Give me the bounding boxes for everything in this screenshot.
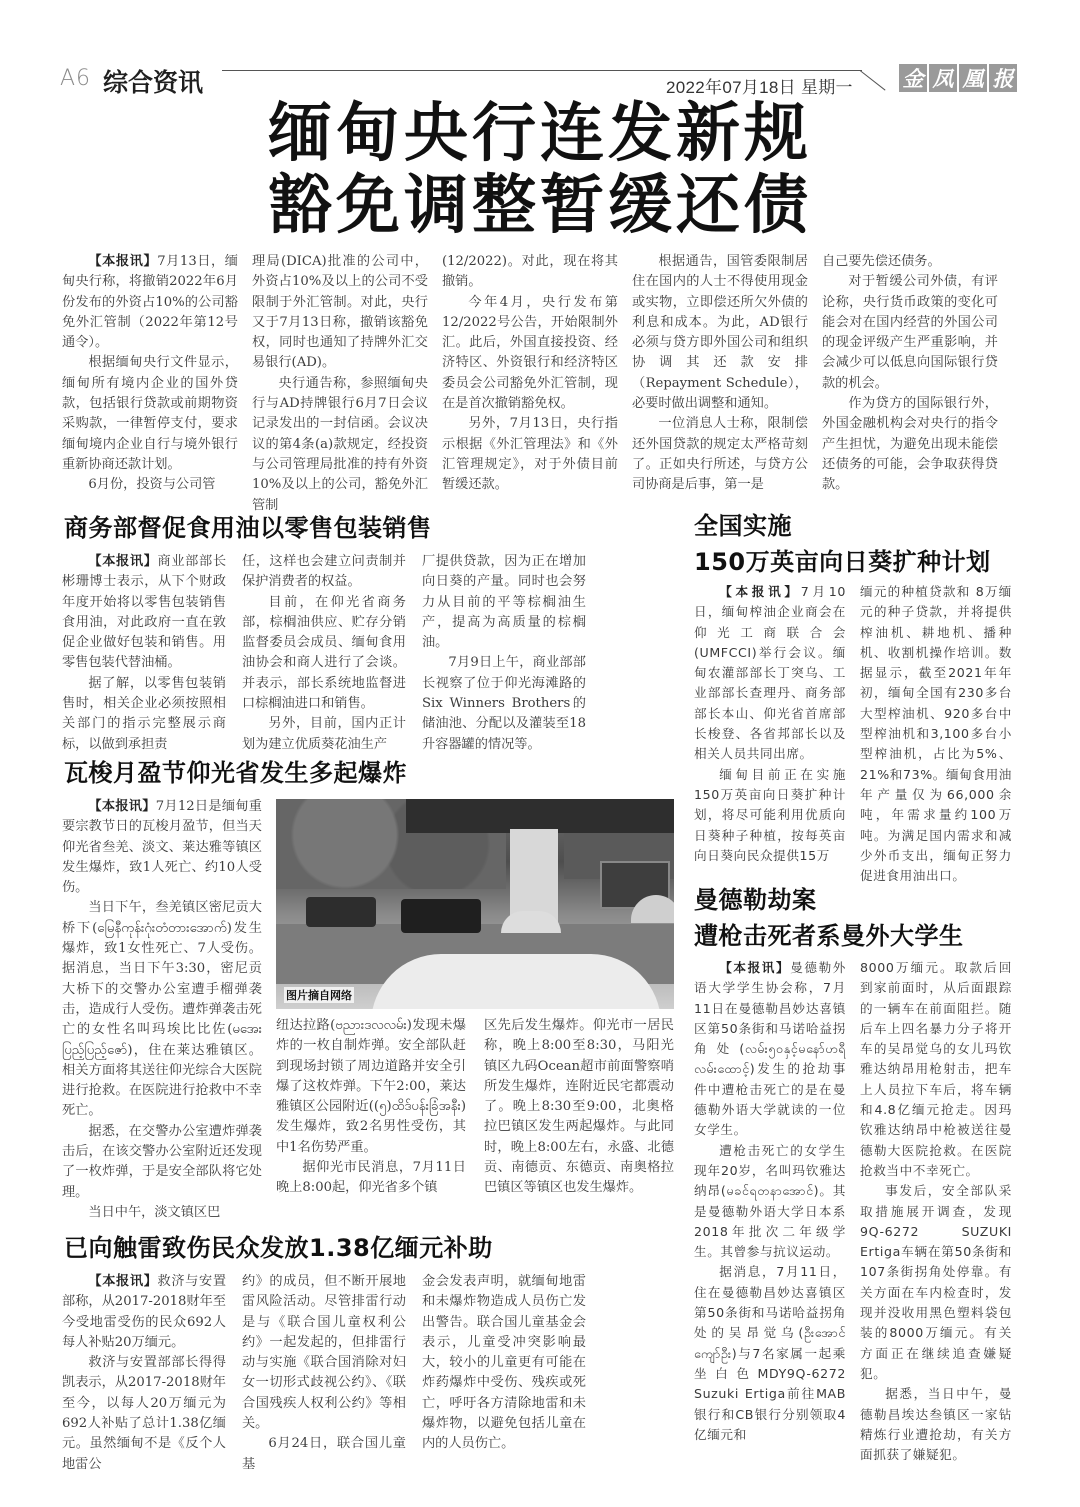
logo-char: 报 bbox=[989, 64, 1017, 92]
article3-headline-line2: 150万英亩向日葵扩种计划 bbox=[694, 548, 991, 576]
article5-headline-line1: 曼德勒劫案 bbox=[694, 886, 817, 914]
paragraph: 商业部部长彬珊博士表示，从下个财政年度开始将以零售包装销售食用油，对此政府一直在敦促企业做好包装和销售。用零售包装代替油桶。 bbox=[62, 554, 227, 671]
main-headline-line1: 缅甸央行连发新规 bbox=[268, 97, 812, 171]
article5-col2 bbox=[860, 958, 1012, 1465]
paragraph: (12/2022)。对此，现在将其撤销。 bbox=[442, 254, 618, 290]
paragraph: 央行通告称，参照缅甸央行与AD持牌银行6月7日会议记录发出的一封信函。会议决议的第4条(a)款规定，经投资与公司管理局批准的持有外资10%及以上的公司，豁免外汇管制 bbox=[252, 375, 428, 513]
article2-col2 bbox=[242, 552, 406, 755]
article2-col3 bbox=[422, 552, 586, 755]
article2-headline: 商务部督促食用油以零售包装销售 bbox=[64, 514, 432, 542]
article4-col1 bbox=[62, 797, 262, 1223]
article3-col1 bbox=[694, 582, 846, 886]
article6-body bbox=[62, 1272, 586, 1475]
paragraph: 另外，目前，国内正计划为建立优质葵花油生产 bbox=[242, 716, 406, 752]
photo-police-jeep bbox=[306, 897, 376, 927]
photo-white-car bbox=[371, 954, 661, 1009]
header-rule-slant bbox=[860, 70, 886, 90]
paragraph: 据悉，当日中午，曼德勒昌埃达叁镇区一家钻精炼行业遭抢劫，有关方面抓获了嫌疑犯。 bbox=[860, 1386, 1012, 1463]
paragraph: 作为贷方的国际银行外，外国金融机构会对央行的指令产生担忧，为避免出现未能偿还债务的可能，会争取获得贷款。 bbox=[822, 396, 998, 493]
article4-body-lower bbox=[276, 1016, 674, 1199]
photo-pickup-truck bbox=[401, 899, 481, 933]
article1-body bbox=[62, 252, 998, 516]
article1-col4 bbox=[632, 252, 808, 516]
paragraph: 据悉，在交警办公室遭炸弹袭击后，在该交警办公室附近还发现了一枚炸弹，于是安全部队将它处理。 bbox=[62, 1123, 262, 1200]
paragraph: 当日下午，叁羌镇区密尼贡大桥下(မြေနီကုန်းဂုံးတံတားအောက်)发生爆炸，致1女性死亡、7人受伤。据消息，当日下午3:30，密尼贡大桥下的交警办公室遭手榴弹袭击，造成行人受伤。遭炸弹袭击死亡的女性名叫玛埃比比佐(မအေးပြည့်ပြည့်ဇော်)，住在莱达雅镇区。相关方面将其送往仰光综合大医院进行抢救。在医院进行抢救中不幸死亡。 bbox=[62, 900, 262, 1119]
newspaper-logo bbox=[899, 64, 1017, 92]
paragraph: 纽达拉路(ဗညားဒလလမ်း)发现未爆炸的一枚自制炸弹。安全部队赶到现场封锁了周边道路并安全引爆了这枚炸弹。下午2:00，莱达雅镇区公园附近((၅)ထိဒ်ပန်းခြံအနီး)发生爆炸，致2名男性受伤，其中1名伤势严重。 bbox=[276, 1018, 466, 1155]
article1-col1 bbox=[62, 252, 238, 516]
news-tag: 【本报讯】 bbox=[88, 554, 158, 569]
paragraph: 理局(DICA)批准的公司中，外资占10%及以上的公司不受限制于外汇管制。对此，央行又于7月13日称，撤销该豁免权，同时也通知了持牌外汇交易银行(AD)。 bbox=[252, 254, 428, 371]
page-number: A6 bbox=[60, 66, 92, 91]
header-rule bbox=[222, 70, 862, 71]
article3-body bbox=[694, 582, 1012, 886]
paragraph: 据仰光市民消息，7月11日晚上8:00起，仰光省多个镇 bbox=[276, 1160, 466, 1196]
news-tag: 【本报讯】 bbox=[88, 799, 156, 814]
issue-date: 2022年07月18日 星期一 bbox=[666, 78, 853, 97]
paragraph: 曼德勒外语大学学生协会称，7月11日在曼德勒昌妙达喜镇区第50条街和马诺哈益拐角处(လမ်း၅၀နှင့်မနော်ဟရီလမ်းထောင့်)发生的抢劫事件中遭枪击死亡的是在曼德勒外语大学就读的一位女学生。 bbox=[694, 960, 847, 1138]
article6-col1 bbox=[62, 1272, 226, 1475]
news-tag: 【本报讯】 bbox=[88, 1274, 158, 1289]
main-headline bbox=[0, 98, 1080, 242]
paragraph: 据消息，7月11日，住在曼德勒昌妙达喜镇区第50条街和马诺哈益拐角处的吴昂觉乌(ဦးအောင်ကျော်ဦး)与7名家属一起乘坐白色MDY9Q-6272 Suzuki Ertiga前往MAB银行和CB银行分别领取4亿缅元和 bbox=[694, 1264, 846, 1442]
article4-col2 bbox=[276, 1016, 466, 1199]
paragraph: 遭枪击死亡的女学生现年20岁，名叫玛钦雅达纳昂(မခင်ရတနာအောင်)。其是曼德勒外语大学日本系2018年批次二年级学生。其曾参与抗议运动。 bbox=[694, 1142, 846, 1260]
paragraph: 据了解，以零售包装销售时，相关企业必须按照相关部门的指示完整展示商标，以做到承担责 bbox=[62, 675, 226, 752]
section-title: 综合资讯 bbox=[103, 68, 204, 97]
article5-headline bbox=[694, 882, 964, 954]
article6-headline: 已向触雷致伤民众发放1.38亿缅元补助 bbox=[64, 1234, 493, 1262]
news-tag: 【本报讯】 bbox=[719, 960, 791, 975]
article6-col3 bbox=[422, 1272, 586, 1475]
paragraph: 根据通告，国管委限制居住在国内的人士不得使用现金或实物，立即偿还所欠外债的利息和成本。为此，AD银行必须与贷方即外国公司和组织协调其还款安排（Repayment Schedule），必要时做出调整和通知。 bbox=[632, 254, 808, 412]
paragraph: 救济与安置部称，从2017-2018财年至今受地雷受伤的民众692人每人补贴20万缅元。 bbox=[62, 1274, 227, 1350]
article1-col2 bbox=[252, 252, 428, 516]
paragraph: 6月24日，联合国儿童基 bbox=[242, 1436, 406, 1472]
logo-char: 凤 bbox=[929, 64, 957, 92]
paragraph: 一位消息人士称，限制偿还外国贷款的规定太严格苛刻了。正如央行所述，与贷方公司协商是后事，第一是 bbox=[632, 416, 808, 493]
paragraph: 另外，7月13日，央行指示根据《外汇管理法》和《外汇管理规定》，对于外债目前暂缓还款。 bbox=[442, 416, 618, 493]
paragraph: 事发后，安全部队采取措施展开调查，发现9Q-6272 SUZUKI Ertiga车辆在第50条街和107条街拐角处停靠。有关方面在车内检查时，发现并没收用黑色塑料袋包装的8000万缅元。有关方面正在继续追查嫌疑犯。 bbox=[860, 1183, 1012, 1381]
news-photo-explosion-scene bbox=[276, 799, 674, 1009]
paragraph: 7月13日，缅甸央行称，将撤销2022年6月份发布的外资占10%的公司豁免外汇管制（2022年第12号通令）。 bbox=[62, 254, 238, 351]
paragraph: 约》的成员，但不断开展地雷风险活动。尽管排雷行动是与《联合国儿童权利公约》一起发起的，但排雷行动与实施《联合国消除对妇女一切形式歧视公约》、《联合国残疾人权利公约》等相关。 bbox=[242, 1274, 406, 1432]
paragraph: 7月9日上午，商业部部长视察了位于仰光海滩路的Six Winners Brothers的储油池、分配以及灌装至18升容器罐的情况等。 bbox=[422, 655, 586, 752]
paragraph: 7月10日，缅甸榨油企业商会在仰光工商联合会(UMFCCI)举行会议。缅甸农灌部部长丁突乌、工业部部长查理丹、商务部部长本山、仰光省首席部长梭登、各省邦部长以及相关人员共同出席。 bbox=[694, 584, 846, 762]
paragraph: 根据缅甸央行文件显示，缅甸所有境内企业的国外贷款，包括银行贷款或前期物资采购款，一律暂停支付，要求缅甸境内企业自行与境外银行重新协商还款计划。 bbox=[62, 355, 238, 472]
paragraph: 8000万缅元。取款后回到家前面时，从后面跟踪的一辆车在前面阻拦。随后车上四名暴力分子将开车的吴昂觉乌的女儿玛钦雅达纳昂用枪射击，把车上人员拉下车后，将车辆和4.8亿缅元抢走。因玛钦雅达纳昂中枪被送往曼德勒大医院抢救。在医院抢救当中不幸死亡。 bbox=[860, 960, 1012, 1178]
article2-col1 bbox=[62, 552, 226, 755]
paragraph: 7月12日是缅甸重要宗教节日的瓦梭月盈节，但当天仰光省叁羌、淡文、莱达雅等镇区发生爆炸，致1人死亡、约10人受伤。 bbox=[62, 799, 262, 896]
article3-headline bbox=[694, 508, 991, 580]
news-tag: 【本报讯】 bbox=[88, 254, 158, 269]
article1-col5 bbox=[822, 252, 998, 516]
photo-caption: 图片摘自网络 bbox=[286, 989, 352, 1002]
paragraph: 今年4月，央行发布第12/2022号公告，开始限制外汇。此后，外国直接投资、经济特区、外资银行和经济特区委员会公司豁免外汇管制，现在是首次撤销豁免权。 bbox=[442, 294, 618, 412]
article3-col2 bbox=[860, 582, 1012, 886]
article5-headline-line2: 遭枪击死者系曼外大学生 bbox=[694, 922, 964, 950]
article1-col3 bbox=[442, 252, 618, 516]
logo-char: 凰 bbox=[959, 64, 987, 92]
paragraph: 任，这样也会建立问责制并保护消费者的权益。 bbox=[242, 554, 406, 590]
paragraph: 救济与安置部部长得得凯表示，从2017-2018财年至今，以每人20万缅元为692人补贴了总计1.38亿缅元。虽然缅甸不是《反个人地雷公 bbox=[62, 1355, 226, 1472]
news-tag: 【本报讯】 bbox=[719, 584, 801, 599]
paragraph: 对于暂缓公司外债，有评论称，央行货币政策的变化可能会对在国内经营的外国公司的现金评级产生严重影响，并会减少可以低息向国际银行贷款的机会。 bbox=[822, 274, 998, 391]
paragraph: 厂提供贷款，因为正在增加向日葵的产量。同时也会努力从目前的平等棕榈油生产，提高为高质量的棕榈油。 bbox=[422, 554, 586, 651]
logo-char: 金 bbox=[899, 64, 927, 92]
paragraph: 缅元的种植贷款和 8万缅元的种子贷款，并将提供榨油机、耕地机、播种机、收割机操作培训。数据显示，截至2021年年初，缅甸全国有230多台大型榨油机、920多台中型榨油机和3,100多台小型榨油机，占比为5%、21%和73%。缅甸食用油年产量仅为66,000余吨，年需求量约100万吨。为满足国内需求和减少外币支出，缅甸正努力促进食用油出口。 bbox=[860, 584, 1012, 884]
paragraph: 6月份，投资与公司管 bbox=[88, 477, 216, 493]
paragraph: 缅甸目前正在实施150万英亩向日葵扩种计划，将尽可能利用优质向日葵种子种植，按每英亩向日葵向民众提供15万 bbox=[694, 766, 846, 863]
article5-col1 bbox=[694, 958, 846, 1465]
photo-overpass bbox=[406, 799, 674, 833]
article4-col3 bbox=[484, 1016, 674, 1199]
photo-umbrella bbox=[501, 911, 561, 933]
article4-headline: 瓦梭月盈节仰光省发生多起爆炸 bbox=[64, 759, 407, 787]
article3-headline-line1: 全国实施 bbox=[694, 512, 792, 540]
main-headline-line2: 豁免调整暂缓还债 bbox=[268, 169, 812, 243]
paragraph: 当日中午，淡文镇区巴 bbox=[88, 1204, 221, 1220]
paragraph: 区先后发生爆炸。仰光市一居民称，晚上8:00至8:30，马阳光镇区九码Ocean超市前面警察哨所发生爆炸，连附近民宅都震动了。晚上8:30至9:00，北奥格拉巴镇区发生两起爆炸。与此同时，晚上8:00左右，永盛、北德贡、南德贡、东德贡、南奥格拉巴镇区等镇区也发生爆炸。 bbox=[484, 1018, 674, 1196]
paragraph: 目前，在仰光省商务部，棕榈油供应、贮存分销监督委员会成员、缅甸食用油协会和商人进行了会谈。并表示，部长系统地监督进口棕榈油进口和销售。 bbox=[242, 594, 406, 712]
article5-body bbox=[694, 958, 1012, 1465]
paragraph: 金会发表声明，就缅甸地雷和未爆炸物造成人员伤亡发出警告。联合国儿童基金会表示，儿童受冲突影响最大，较小的儿童更有可能在炸药爆炸中受伤、残疾或死亡，呼吁各方清除地雷和未爆炸物，以避免包括儿童在内的人员伤亡。 bbox=[422, 1274, 586, 1452]
article2-body bbox=[62, 552, 586, 755]
article6-col2 bbox=[242, 1272, 406, 1475]
article4-col1-wrap bbox=[62, 797, 262, 1223]
paragraph: 自己要先偿还债务。 bbox=[822, 254, 941, 269]
